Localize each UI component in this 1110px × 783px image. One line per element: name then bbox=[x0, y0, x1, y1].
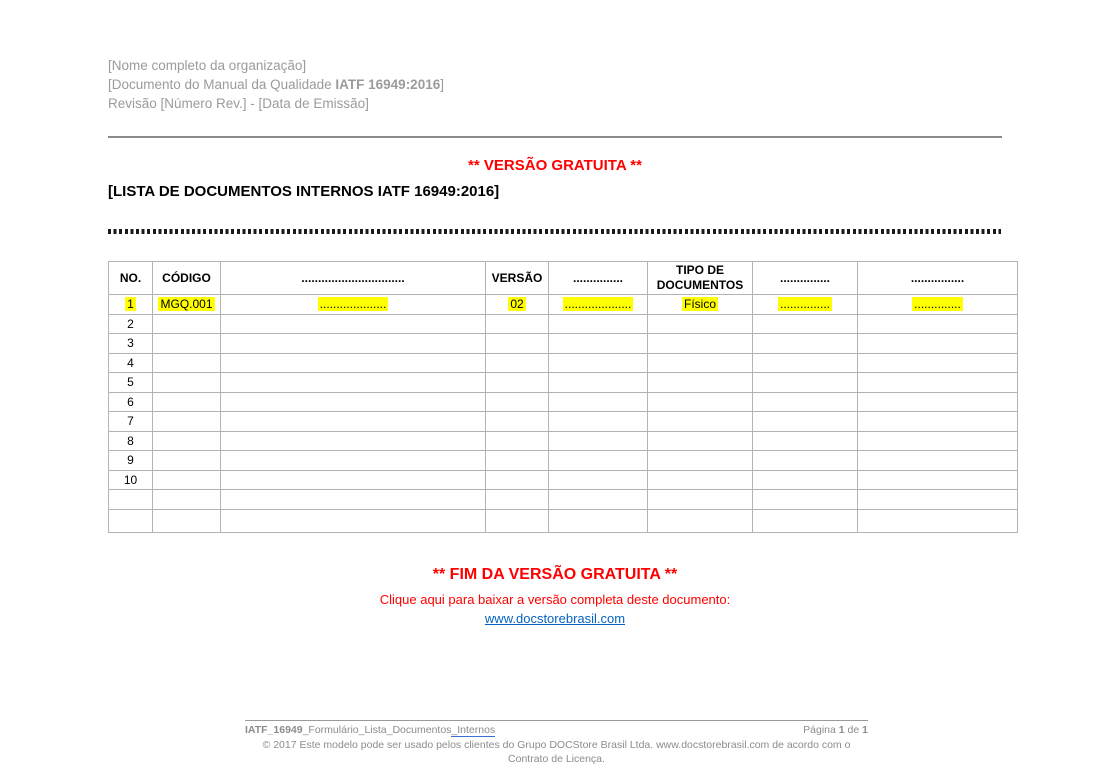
table-cell bbox=[858, 451, 1018, 471]
table-cell bbox=[153, 451, 221, 471]
table-cell bbox=[858, 392, 1018, 412]
table-cell bbox=[753, 353, 858, 373]
column-header: NO. bbox=[109, 262, 153, 295]
table-cell bbox=[486, 509, 549, 532]
table-cell bbox=[648, 392, 753, 412]
footer-filename-underlined: _Internos bbox=[451, 724, 496, 736]
free-version-banner: ** VERSÃO GRATUITA ** bbox=[468, 157, 642, 174]
table-cell bbox=[486, 490, 549, 510]
table-cell bbox=[221, 334, 486, 354]
table-cell bbox=[153, 509, 221, 532]
table-cell bbox=[648, 353, 753, 373]
table-cell: 2 bbox=[109, 314, 153, 334]
table-cell bbox=[221, 314, 486, 334]
table-cell bbox=[753, 412, 858, 432]
table-cell bbox=[549, 392, 648, 412]
header-divider bbox=[108, 136, 1002, 138]
organization-name-line: [Nome completo da organização] bbox=[108, 58, 307, 73]
table-row bbox=[109, 490, 1018, 510]
table-header-row bbox=[109, 262, 1018, 295]
table-cell bbox=[753, 392, 858, 412]
documents-table bbox=[108, 261, 1018, 533]
download-link-wrap bbox=[0, 611, 1110, 626]
table-cell bbox=[648, 490, 753, 510]
table-cell bbox=[221, 509, 486, 532]
download-instruction: Clique aqui para baixar a versão completa deste documento: bbox=[379, 592, 731, 607]
table-cell bbox=[858, 412, 1018, 432]
table-cell bbox=[549, 412, 648, 432]
table-cell: 02 bbox=[486, 295, 549, 315]
document-header bbox=[108, 56, 444, 113]
table-cell: 8 bbox=[109, 431, 153, 451]
table-cell bbox=[486, 470, 549, 490]
table-cell bbox=[549, 373, 648, 393]
page-footer bbox=[245, 720, 868, 766]
table-cell bbox=[549, 509, 648, 532]
table-cell bbox=[753, 451, 858, 471]
table-row bbox=[109, 412, 1018, 432]
table-cell bbox=[153, 470, 221, 490]
table-cell: 10 bbox=[109, 470, 153, 490]
table-cell bbox=[153, 334, 221, 354]
table-cell bbox=[221, 392, 486, 412]
table-row bbox=[109, 470, 1018, 490]
table-cell bbox=[858, 373, 1018, 393]
table-cell: 1 bbox=[109, 295, 153, 315]
table-cell bbox=[153, 412, 221, 432]
table-cell bbox=[753, 431, 858, 451]
table-cell bbox=[549, 431, 648, 451]
standard-reference: IATF 16949:2016 bbox=[335, 77, 441, 92]
table-cell bbox=[486, 431, 549, 451]
table-cell bbox=[486, 392, 549, 412]
table-cell bbox=[221, 451, 486, 471]
table-row bbox=[109, 334, 1018, 354]
table-cell bbox=[648, 334, 753, 354]
table-cell bbox=[858, 431, 1018, 451]
table-cell bbox=[648, 314, 753, 334]
table-cell bbox=[221, 353, 486, 373]
footer-first-row bbox=[245, 721, 868, 737]
dotted-separator bbox=[108, 229, 1001, 234]
footer-copyright: © 2017 Este modelo pode ser usado pelos clientes do Grupo DOCStore Brasil Ltda. www.docstorebrasil.com de acordo com o Contrato de Licença. bbox=[262, 739, 851, 765]
page-title: [LISTA DE DOCUMENTOS INTERNOS IATF 16949:2016] bbox=[108, 183, 500, 200]
docstore-link[interactable]: www.docstorebrasil.com bbox=[484, 611, 626, 626]
table-cell bbox=[221, 470, 486, 490]
table-cell bbox=[753, 373, 858, 393]
table-cell bbox=[221, 412, 486, 432]
table-cell bbox=[858, 334, 1018, 354]
table-cell bbox=[109, 509, 153, 532]
table-cell: 4 bbox=[109, 353, 153, 373]
table-cell bbox=[753, 334, 858, 354]
table-cell bbox=[858, 353, 1018, 373]
table-cell: .............. bbox=[858, 295, 1018, 315]
table-cell: 3 bbox=[109, 334, 153, 354]
table-cell: 6 bbox=[109, 392, 153, 412]
table-cell bbox=[221, 490, 486, 510]
table-cell: 5 bbox=[109, 373, 153, 393]
table-cell bbox=[648, 509, 753, 532]
column-header: TIPO DE DOCUMENTOS bbox=[648, 262, 753, 295]
table-cell bbox=[109, 490, 153, 510]
table-cell: Físico bbox=[648, 295, 753, 315]
table-cell bbox=[858, 314, 1018, 334]
table-cell bbox=[153, 353, 221, 373]
table-cell bbox=[153, 490, 221, 510]
table-cell bbox=[153, 373, 221, 393]
table-cell bbox=[858, 490, 1018, 510]
table-cell bbox=[221, 431, 486, 451]
table-cell bbox=[486, 373, 549, 393]
table-row bbox=[109, 373, 1018, 393]
end-free-version-banner: ** FIM DA VERSÃO GRATUITA ** bbox=[432, 566, 678, 583]
table-cell bbox=[648, 412, 753, 432]
table-row bbox=[109, 431, 1018, 451]
table-cell bbox=[486, 334, 549, 354]
table-cell bbox=[221, 373, 486, 393]
table-row bbox=[109, 314, 1018, 334]
table-cell bbox=[153, 314, 221, 334]
table-cell bbox=[648, 431, 753, 451]
table-cell: .................... bbox=[549, 295, 648, 315]
table-row bbox=[109, 451, 1018, 471]
table-cell bbox=[549, 334, 648, 354]
table-cell bbox=[753, 509, 858, 532]
table-row bbox=[109, 509, 1018, 532]
page-indicator: Página 1 de 1 bbox=[803, 724, 868, 736]
table-cell bbox=[753, 490, 858, 510]
manual-reference-line: [Documento do Manual da Qualidade IATF 16949:2016] bbox=[108, 77, 444, 92]
table-row bbox=[109, 353, 1018, 373]
column-header: ................ bbox=[858, 262, 1018, 295]
table-row bbox=[109, 392, 1018, 412]
table-cell bbox=[486, 451, 549, 471]
table-cell bbox=[153, 431, 221, 451]
table-cell bbox=[549, 470, 648, 490]
table-cell bbox=[549, 353, 648, 373]
table-cell bbox=[549, 451, 648, 471]
table-cell bbox=[648, 470, 753, 490]
table-cell bbox=[486, 412, 549, 432]
table-cell bbox=[858, 470, 1018, 490]
column-header: VERSÃO bbox=[486, 262, 549, 295]
table-cell: ............... bbox=[753, 295, 858, 315]
column-header: ............... bbox=[753, 262, 858, 295]
column-header: ............... bbox=[549, 262, 648, 295]
table-row bbox=[109, 295, 1018, 315]
table-cell bbox=[858, 509, 1018, 532]
table-cell: MGQ.001 bbox=[153, 295, 221, 315]
table-cell bbox=[753, 470, 858, 490]
footer-filename: IATF_16949_Formulário_Lista_Documentos_Internos bbox=[245, 724, 496, 736]
table-body bbox=[109, 295, 1018, 533]
table-cell: 7 bbox=[109, 412, 153, 432]
column-header: CÓDIGO bbox=[153, 262, 221, 295]
table-cell bbox=[486, 314, 549, 334]
table-cell: 9 bbox=[109, 451, 153, 471]
table-cell bbox=[753, 314, 858, 334]
column-header: ............................... bbox=[221, 262, 486, 295]
table-cell bbox=[153, 392, 221, 412]
table-cell bbox=[486, 353, 549, 373]
table-cell: .................... bbox=[221, 295, 486, 315]
revision-line: Revisão [Número Rev.] - [Data de Emissão] bbox=[108, 96, 369, 111]
table-cell bbox=[549, 314, 648, 334]
table-cell bbox=[648, 451, 753, 471]
table-cell bbox=[549, 490, 648, 510]
table-cell bbox=[648, 373, 753, 393]
